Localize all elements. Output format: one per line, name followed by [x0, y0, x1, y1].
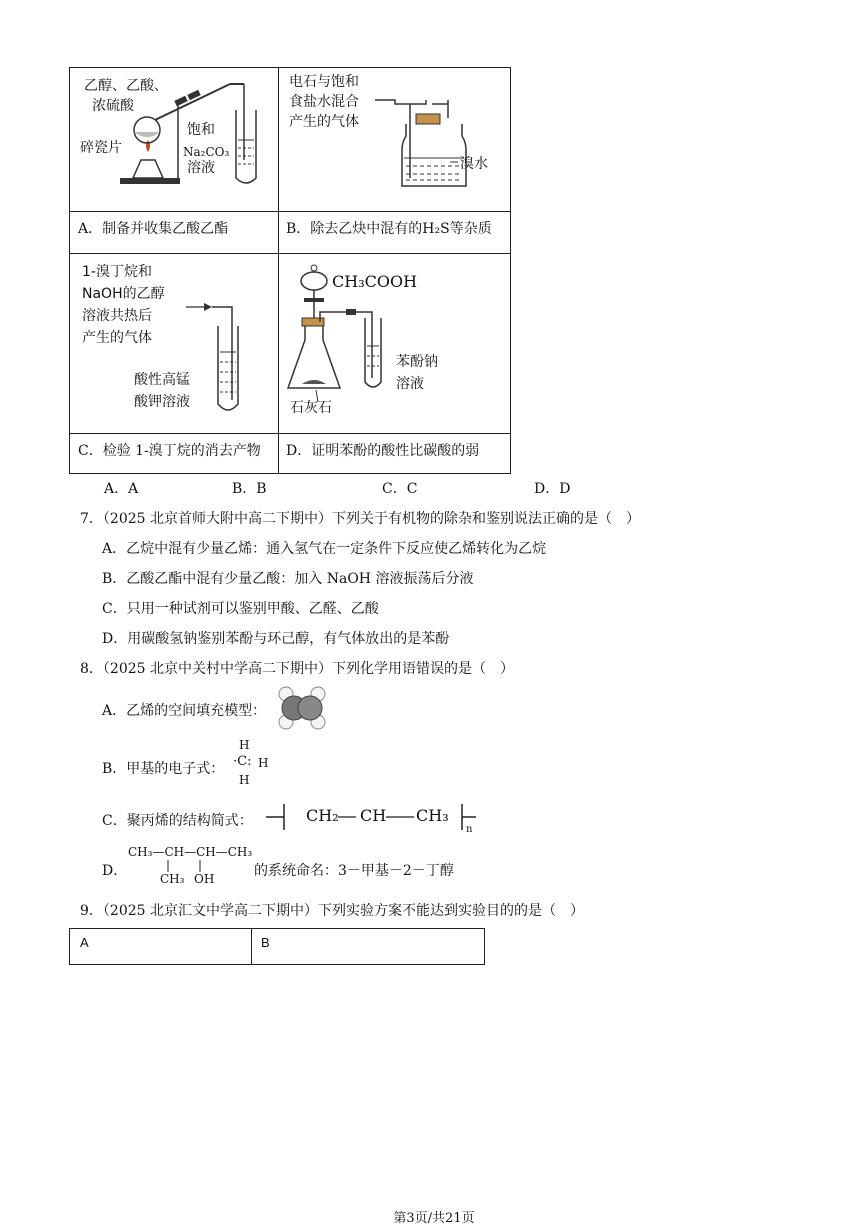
q8-option-b[interactable]: B．甲基的电子式：	[102, 761, 225, 777]
cell-c-label: 产生的气体	[82, 330, 152, 346]
q9-table	[69, 928, 485, 965]
cell-d-label: 苯酚钠	[396, 354, 438, 370]
cell-a-label: 乙醇、乙酸、	[84, 78, 168, 94]
answer-option-c[interactable]: C．C	[382, 481, 418, 497]
q7-option-a[interactable]: A．乙烷中混有少量乙烯：通入氢气在一定条件下反应使乙烯转化为乙烷	[102, 541, 547, 557]
grid-divider	[70, 433, 510, 434]
q7-option-d[interactable]: D．用碳酸氢钠鉴别苯酚与环己醇，有气体放出的是苯酚	[102, 631, 450, 647]
answer-option-d[interactable]: D．D	[534, 481, 571, 497]
cell-a-label: Na₂CO₃	[183, 145, 230, 159]
q8-option-c[interactable]: C．聚丙烯的结构简式：	[102, 813, 253, 829]
cell-c-label: 酸性高锰	[134, 372, 190, 388]
q8-option-d-naming: 的系统命名：3－甲基－2－丁醇	[254, 863, 454, 879]
cell-b-label: 产生的气体	[289, 114, 359, 130]
answer-option-a[interactable]: A．A	[104, 481, 139, 497]
cell-a-label: 溶液	[187, 160, 215, 176]
cell-b-label: 溴水	[460, 156, 488, 172]
electron-formula-h-bottom: H	[239, 773, 250, 787]
q8-stem: 8．（2025 北京中关村中学高二下期中）下列化学用语错误的是（ ）	[80, 661, 514, 677]
cell-a-label: 浓硫酸	[92, 98, 134, 114]
cell-d-label: 溶液	[396, 376, 424, 392]
q7-stem: 7．（2025 北京首师大附中高二下期中）下列关于有机物的除杂和鉴别说法正确的是（ ）	[80, 511, 640, 527]
electron-formula-h-right: H	[258, 756, 269, 770]
q8-option-d-prefix[interactable]: D．	[102, 863, 128, 879]
polypropylene-ch: CH	[360, 806, 387, 825]
ethylene-space-filling-model	[272, 686, 332, 730]
butanol-methyl: CH₃	[160, 872, 185, 886]
cell-a-label: 饱和	[187, 122, 215, 138]
cell-b-caption: B．除去乙炔中混有的H₂S等杂质	[286, 221, 492, 237]
polypropylene-ch2: CH₂	[306, 806, 339, 825]
q7-option-b[interactable]: B．乙酸乙酯中混有少量乙酸：加入 NaOH 溶液振荡后分液	[102, 571, 474, 587]
cell-a-caption: A．制备并收集乙酸乙酯	[78, 221, 229, 237]
butanol-hydroxyl: OH	[194, 872, 215, 886]
answer-option-b[interactable]: B．B	[232, 481, 267, 497]
erlenmeyer-setup-diagram	[0, 0, 442, 407]
cell-c-label: NaOH的乙醇	[82, 286, 165, 302]
cell-d-label: 石灰石	[290, 400, 332, 416]
butanol-main-chain: CH₃—CH—CH—CH₃	[128, 845, 253, 859]
polypropylene-ch3: CH₃	[416, 806, 449, 825]
cell-a-label: 碎瓷片	[80, 140, 122, 156]
cell-c-label: 酸钾溶液	[134, 394, 190, 410]
electron-formula-carbon: C	[237, 754, 248, 769]
table-header-b: B	[261, 935, 270, 950]
table-header-a: A	[80, 935, 89, 950]
cell-b-label: 食盐水混合	[289, 94, 359, 110]
cell-b-label: 电石与饱和	[289, 74, 359, 90]
q9-stem: 9．（2025 北京汇文中学高二下期中）下列实验方案不能达到实验目的的是（ ）	[80, 903, 584, 919]
cell-c-label: 1-溴丁烷和	[82, 264, 152, 280]
cell-d-caption: D．证明苯酚的酸性比碳酸的弱	[286, 443, 480, 459]
table-divider	[251, 929, 252, 964]
q8-option-a[interactable]: A．乙烯的空间填充模型：	[102, 703, 267, 719]
page-footer: 第3页/共21页	[393, 1211, 475, 1226]
electron-formula-h-top: H	[239, 738, 250, 752]
polypropylene-n: n	[466, 824, 473, 835]
cell-c-label: 溶液共热后	[82, 308, 152, 324]
cell-c-caption: C．检验 1-溴丁烷的消去产物	[78, 443, 261, 459]
electron-formula-c: ·C:	[233, 754, 252, 769]
q7-option-c[interactable]: C．只用一种试剂可以鉴别甲酸、乙醛、乙酸	[102, 601, 379, 617]
cell-d-label: CH₃COOH	[332, 272, 418, 291]
